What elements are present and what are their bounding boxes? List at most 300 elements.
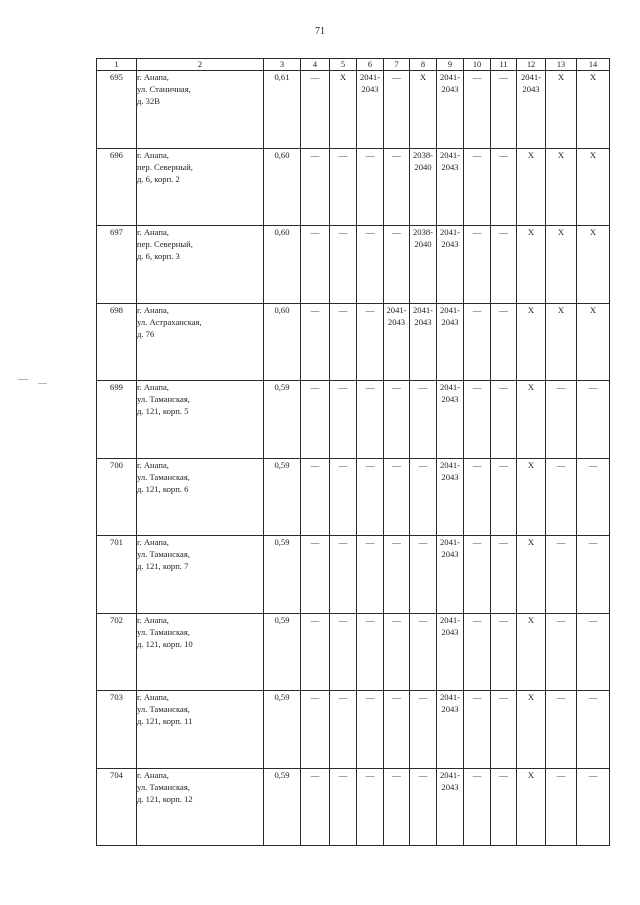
column-header-1: 1 — [97, 59, 137, 71]
address-cell — [137, 536, 264, 614]
value-cell-7 — [384, 71, 410, 149]
cell-value: 2041- 2043 — [386, 304, 407, 327]
value-cell-6 — [357, 148, 384, 226]
address-cell — [137, 303, 264, 381]
cell-value: 2041- 2043 — [439, 692, 461, 714]
cell-value: — — [365, 304, 375, 315]
value-cell-9 — [437, 613, 464, 691]
value-cell-14 — [577, 148, 610, 226]
row-number: 699 — [97, 381, 137, 459]
value-cell-7 — [384, 613, 410, 691]
value-cell-10 — [464, 71, 491, 149]
cell-value: — — [472, 304, 482, 315]
value-cell-14 — [577, 691, 610, 769]
value-cell-8 — [410, 381, 437, 459]
table-row — [97, 71, 610, 149]
cell-value: — — [310, 382, 320, 392]
header-row — [97, 59, 610, 71]
address-line: д. 6, корп. 3 — [137, 251, 180, 261]
area-cell: 0,59 — [264, 768, 301, 846]
value-cell-8 — [410, 226, 437, 304]
value-cell-4 — [301, 381, 330, 459]
cell-value: — — [365, 459, 375, 470]
cell-value: — — [338, 692, 348, 702]
row-number: 700 — [97, 458, 137, 536]
value-cell-7 — [384, 381, 410, 459]
value-cell-4 — [301, 536, 330, 614]
address-line: г. Анапа, — [137, 149, 169, 160]
cell-value: X — [527, 227, 535, 237]
cell-value: — — [365, 227, 375, 237]
area-cell: 0,59 — [264, 458, 301, 536]
cell-value: 2041- 2043 — [439, 72, 461, 94]
address-cell — [137, 381, 264, 459]
row-number: 697 — [97, 226, 137, 304]
value-cell-14 — [577, 303, 610, 381]
value-cell-5 — [330, 613, 357, 691]
cell-value: X — [589, 227, 597, 237]
cell-value: X — [339, 72, 347, 82]
address-cell — [137, 148, 264, 226]
cell-value: 2041- 2043 — [439, 382, 461, 404]
cell-value: — — [418, 769, 428, 780]
cell-value: X — [557, 304, 565, 315]
address-line: д. 32В — [137, 96, 160, 106]
cell-value: — — [338, 227, 348, 237]
row-number: 698 — [97, 303, 137, 381]
cell-value: — — [588, 769, 598, 780]
value-cell-14 — [577, 768, 610, 846]
table-row — [97, 536, 610, 614]
row-number: 701 — [97, 536, 137, 614]
cell-value: X — [589, 149, 597, 160]
value-cell-6 — [357, 226, 384, 304]
cell-value: — — [556, 382, 566, 392]
table-row — [97, 458, 610, 536]
cell-value: — — [392, 614, 401, 625]
value-cell-4 — [301, 458, 330, 536]
scan-mark — [38, 383, 47, 384]
row-number: 704 — [97, 768, 137, 846]
address-cell — [137, 691, 264, 769]
area-cell: 0,60 — [264, 226, 301, 304]
value-cell-13 — [546, 768, 577, 846]
table-body — [97, 71, 610, 846]
value-cell-12 — [517, 71, 546, 149]
address-line: д. 121, корп. 11 — [137, 716, 193, 726]
value-cell-6 — [357, 768, 384, 846]
cell-value: — — [472, 537, 482, 547]
scan-mark — [18, 379, 28, 380]
cell-value: — — [310, 304, 320, 315]
cell-value: — — [338, 149, 348, 160]
value-cell-4 — [301, 691, 330, 769]
address-line: г. Анапа, — [137, 459, 169, 470]
row-number: 695 — [97, 71, 137, 149]
value-cell-5 — [330, 71, 357, 149]
cell-value: — — [499, 304, 508, 315]
column-header-10: 10 — [464, 59, 491, 71]
value-cell-13 — [546, 303, 577, 381]
address-line: д. 76 — [137, 328, 155, 339]
value-cell-10 — [464, 148, 491, 226]
value-cell-5 — [330, 768, 357, 846]
cell-value: — — [310, 227, 320, 237]
value-cell-9 — [437, 71, 464, 149]
value-cell-9 — [437, 381, 464, 459]
value-cell-4 — [301, 226, 330, 304]
cell-value: — — [472, 227, 482, 237]
cell-value: — — [588, 382, 598, 392]
value-cell-8 — [410, 303, 437, 381]
column-header-11: 11 — [491, 59, 517, 71]
cell-value: — — [499, 72, 508, 82]
cell-value: X — [419, 72, 427, 82]
value-cell-13 — [546, 71, 577, 149]
value-cell-9 — [437, 458, 464, 536]
cell-value: — — [310, 692, 320, 702]
value-cell-9 — [437, 303, 464, 381]
cell-value: — — [392, 459, 401, 470]
value-cell-10 — [464, 303, 491, 381]
value-cell-8 — [410, 768, 437, 846]
value-cell-11 — [491, 768, 517, 846]
table-row — [97, 303, 610, 381]
value-cell-14 — [577, 71, 610, 149]
value-cell-4 — [301, 148, 330, 226]
value-cell-6 — [357, 381, 384, 459]
cell-value: — — [418, 459, 428, 470]
cell-value: — — [392, 149, 401, 160]
value-cell-13 — [546, 226, 577, 304]
address-line: ул. Станичная, — [137, 84, 191, 94]
address-line: ул. Таманская, — [137, 626, 190, 637]
value-cell-11 — [491, 536, 517, 614]
value-cell-7 — [384, 691, 410, 769]
cell-value: — — [556, 459, 566, 470]
value-cell-8 — [410, 148, 437, 226]
cell-value: — — [499, 382, 508, 392]
column-header-12: 12 — [517, 59, 546, 71]
value-cell-13 — [546, 691, 577, 769]
value-cell-5 — [330, 148, 357, 226]
cell-value: X — [557, 149, 565, 160]
cell-value: 2041- 2043 — [359, 72, 381, 94]
address-line: г. Анапа, — [137, 304, 169, 315]
cell-value: — — [392, 769, 401, 780]
cell-value: 2038- 2040 — [412, 149, 434, 172]
cell-value: — — [310, 537, 320, 547]
address-line: д. 121, корп. 7 — [137, 561, 189, 571]
cell-value: — — [418, 382, 428, 392]
table-row — [97, 691, 610, 769]
row-number: 703 — [97, 691, 137, 769]
cell-value: — — [418, 692, 428, 702]
value-cell-7 — [384, 536, 410, 614]
address-cell — [137, 613, 264, 691]
value-cell-10 — [464, 613, 491, 691]
address-line: ул. Таманская, — [137, 394, 190, 404]
cell-value: X — [527, 614, 535, 625]
cell-value: — — [472, 72, 482, 82]
address-line: д. 121, корп. 12 — [137, 793, 193, 804]
address-line: г. Анапа, — [137, 692, 169, 702]
value-cell-14 — [577, 613, 610, 691]
area-cell: 0,60 — [264, 303, 301, 381]
cell-value: — — [499, 692, 508, 702]
value-cell-4 — [301, 71, 330, 149]
value-cell-14 — [577, 458, 610, 536]
cell-value: — — [472, 769, 482, 780]
address-line: ул. Таманская, — [137, 704, 190, 714]
cell-value: — — [499, 149, 508, 160]
cell-value: — — [499, 227, 508, 237]
value-cell-4 — [301, 613, 330, 691]
value-cell-7 — [384, 148, 410, 226]
cell-value: 2041- 2043 — [439, 227, 461, 249]
value-cell-12 — [517, 458, 546, 536]
cell-value: — — [418, 614, 428, 625]
table-row — [97, 226, 610, 304]
value-cell-12 — [517, 613, 546, 691]
address-cell — [137, 458, 264, 536]
cell-value: — — [338, 304, 348, 315]
cell-value: X — [589, 304, 597, 315]
cell-value: — — [556, 692, 566, 702]
cell-value: — — [392, 72, 401, 82]
value-cell-13 — [546, 613, 577, 691]
cell-value: — — [338, 382, 348, 392]
value-cell-10 — [464, 226, 491, 304]
address-line: ул. Таманская, — [137, 471, 190, 482]
cell-value: — — [365, 382, 375, 392]
cell-value: 2038- 2040 — [412, 227, 434, 249]
cell-value: 2041- 2043 — [412, 304, 434, 327]
value-cell-5 — [330, 691, 357, 769]
cell-value: — — [365, 149, 375, 160]
value-cell-11 — [491, 71, 517, 149]
address-line: г. Анапа, — [137, 537, 169, 547]
address-line: г. Анапа, — [137, 614, 169, 625]
value-cell-6 — [357, 613, 384, 691]
cell-value: — — [472, 382, 482, 392]
page-number: 71 — [315, 26, 325, 37]
value-cell-4 — [301, 303, 330, 381]
area-cell: 0,59 — [264, 381, 301, 459]
cell-value: — — [338, 614, 348, 625]
cell-value: 2041- 2043 — [439, 537, 461, 559]
value-cell-7 — [384, 226, 410, 304]
cell-value: X — [527, 304, 535, 315]
value-cell-12 — [517, 303, 546, 381]
cell-value: — — [392, 537, 401, 547]
table-row — [97, 613, 610, 691]
cell-value: — — [588, 537, 598, 547]
value-cell-11 — [491, 226, 517, 304]
cell-value: — — [392, 227, 401, 237]
row-number: 696 — [97, 148, 137, 226]
cell-value: — — [556, 614, 566, 625]
cell-value: — — [556, 537, 566, 547]
value-cell-10 — [464, 691, 491, 769]
table-row — [97, 148, 610, 226]
area-cell: 0,59 — [264, 536, 301, 614]
value-cell-11 — [491, 458, 517, 536]
table-header — [97, 59, 610, 71]
cell-value: — — [499, 459, 508, 470]
cell-value: — — [365, 614, 375, 625]
value-cell-6 — [357, 458, 384, 536]
value-cell-6 — [357, 691, 384, 769]
value-cell-12 — [517, 768, 546, 846]
value-cell-13 — [546, 458, 577, 536]
cell-value: — — [472, 459, 482, 470]
cell-value: X — [527, 382, 535, 392]
cell-value: — — [472, 614, 482, 625]
table-row — [97, 381, 610, 459]
cell-value: — — [588, 692, 598, 702]
value-cell-9 — [437, 536, 464, 614]
cell-value: — — [588, 459, 598, 470]
value-cell-8 — [410, 71, 437, 149]
cell-value: X — [527, 769, 535, 780]
value-cell-8 — [410, 458, 437, 536]
cell-value: — — [310, 614, 320, 625]
cell-value: — — [418, 537, 428, 547]
value-cell-12 — [517, 691, 546, 769]
column-header-6: 6 — [357, 59, 384, 71]
cell-value: 2041- 2043 — [439, 304, 461, 327]
value-cell-13 — [546, 148, 577, 226]
cell-value: — — [338, 769, 348, 780]
cell-value: 2041- 2043 — [439, 614, 461, 637]
address-line: г. Анапа, — [137, 769, 169, 780]
value-cell-5 — [330, 381, 357, 459]
value-cell-14 — [577, 381, 610, 459]
value-cell-10 — [464, 768, 491, 846]
value-cell-7 — [384, 768, 410, 846]
cell-value: — — [392, 692, 401, 702]
cell-value: — — [365, 769, 375, 780]
cell-value: X — [557, 72, 565, 82]
value-cell-9 — [437, 691, 464, 769]
value-cell-5 — [330, 536, 357, 614]
value-cell-5 — [330, 226, 357, 304]
address-cell — [137, 768, 264, 846]
row-number: 702 — [97, 613, 137, 691]
address-cell — [137, 226, 264, 304]
cell-value: 2041- 2043 — [520, 72, 542, 94]
address-line: ул. Таманская, — [137, 781, 190, 792]
cell-value: X — [527, 692, 535, 702]
value-cell-8 — [410, 691, 437, 769]
value-cell-9 — [437, 148, 464, 226]
value-cell-11 — [491, 148, 517, 226]
value-cell-12 — [517, 536, 546, 614]
address-line: д. 6, корп. 2 — [137, 173, 180, 184]
value-cell-12 — [517, 226, 546, 304]
cell-value: — — [499, 537, 508, 547]
value-cell-7 — [384, 303, 410, 381]
register-table — [96, 58, 610, 846]
value-cell-4 — [301, 768, 330, 846]
value-cell-10 — [464, 381, 491, 459]
column-header-5: 5 — [330, 59, 357, 71]
value-cell-8 — [410, 613, 437, 691]
cell-value: X — [527, 537, 535, 547]
value-cell-11 — [491, 303, 517, 381]
address-line: ул. Таманская, — [137, 549, 190, 559]
cell-value: — — [472, 692, 482, 702]
cell-value: — — [338, 459, 348, 470]
address-line: д. 121, корп. 10 — [137, 638, 193, 649]
area-cell: 0,59 — [264, 613, 301, 691]
cell-value: 2041- 2043 — [439, 149, 461, 172]
address-line: д. 121, корп. 5 — [137, 406, 189, 416]
address-line: пер. Северный, — [137, 239, 193, 249]
column-header-13: 13 — [546, 59, 577, 71]
cell-value: X — [589, 72, 597, 82]
cell-value: — — [392, 382, 401, 392]
cell-value: — — [499, 614, 508, 625]
cell-value: — — [365, 537, 375, 547]
column-header-4: 4 — [301, 59, 330, 71]
value-cell-9 — [437, 768, 464, 846]
cell-value: — — [310, 769, 320, 780]
value-cell-10 — [464, 458, 491, 536]
column-header-14: 14 — [577, 59, 610, 71]
cell-value: — — [365, 692, 375, 702]
area-cell: 0,60 — [264, 148, 301, 226]
value-cell-13 — [546, 536, 577, 614]
value-cell-10 — [464, 536, 491, 614]
value-cell-13 — [546, 381, 577, 459]
column-header-7: 7 — [384, 59, 410, 71]
cell-value: — — [310, 459, 320, 470]
column-header-3: 3 — [264, 59, 301, 71]
address-line: д. 121, корп. 6 — [137, 483, 189, 494]
cell-value: X — [527, 459, 535, 470]
table-row — [97, 768, 610, 846]
value-cell-5 — [330, 458, 357, 536]
cell-value: 2041- 2043 — [439, 459, 461, 482]
cell-value: 2041- 2043 — [439, 769, 461, 792]
value-cell-6 — [357, 71, 384, 149]
value-cell-14 — [577, 226, 610, 304]
value-cell-12 — [517, 381, 546, 459]
value-cell-11 — [491, 381, 517, 459]
value-cell-7 — [384, 458, 410, 536]
address-line: пер. Северный, — [137, 161, 193, 172]
value-cell-6 — [357, 536, 384, 614]
address-line: г. Анапа, — [137, 382, 169, 392]
value-cell-6 — [357, 303, 384, 381]
address-cell — [137, 71, 264, 149]
area-cell: 0,61 — [264, 71, 301, 149]
value-cell-8 — [410, 536, 437, 614]
cell-value: — — [588, 614, 598, 625]
value-cell-9 — [437, 226, 464, 304]
cell-value: — — [310, 149, 320, 160]
column-header-8: 8 — [410, 59, 437, 71]
value-cell-12 — [517, 148, 546, 226]
area-cell: 0,59 — [264, 691, 301, 769]
value-cell-11 — [491, 613, 517, 691]
cell-value: — — [310, 72, 320, 82]
column-header-2: 2 — [137, 59, 264, 71]
value-cell-5 — [330, 303, 357, 381]
address-line: ул. Астраханская, — [137, 316, 202, 327]
